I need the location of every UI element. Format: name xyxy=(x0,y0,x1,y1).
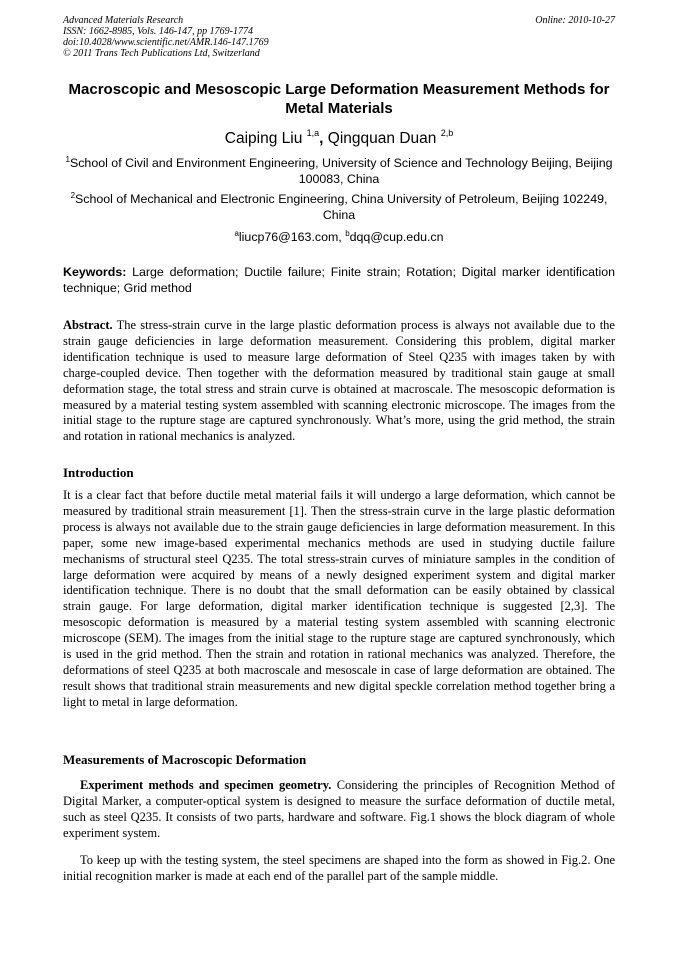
email-address: dqq@cup.edu.cn xyxy=(349,230,444,244)
keywords-text: Large deformation; Ductile failure; Finite strain; Rotation; Digital marker identification technique; Grid method xyxy=(63,265,616,295)
journal-header xyxy=(63,15,615,59)
section-heading: Introduction xyxy=(63,465,134,480)
affiliation xyxy=(63,155,615,187)
issn-line: ISSN: 1662-8985, Vols. 146-147, pp 1769-1774 xyxy=(63,26,253,37)
author-line xyxy=(63,129,615,149)
author-separator: , xyxy=(319,130,328,147)
experiment-paragraph xyxy=(63,778,615,842)
email-address: liucp76@163.com xyxy=(238,230,339,244)
paper-title: Macroscopic and Mesoscopic Large Deformation Measurement Methods for Metal Materials xyxy=(68,81,610,117)
author-name: Qingquan Duan xyxy=(327,130,437,147)
abstract-text: The stress-strain curve in the large plastic deformation process is always not available due to the strain gauge deficiencies in large deformation measurement. Considering this problem, digital marker identification technique is used to measure large deformation of Steel Q235 with images taken by with charge-coupled device. Then together with the deformation measured by traditional stain gauge at small deformation stage, the total stress and strain curve is obtained at macroscale. The mesoscopic deformation is measured by a material testing system assembled with scanning electronic microscope. The images from the initial stage to the rupture stage are captured synchronously. What’s more, using the grid method, the strain and rotation in rational mechanics is analyzed. xyxy=(63,318,615,444)
doi-line: doi:10.4028/www.scientific.net/AMR.146-147.1769 xyxy=(63,37,269,48)
affiliation-text: School of Civil and Environment Engineering, University of Science and Technology Beijing, Beijing 100083, China xyxy=(69,156,613,186)
author-mark: 1,a xyxy=(306,128,320,138)
email-line xyxy=(63,229,615,245)
journal-name: Advanced Materials Research xyxy=(63,15,184,26)
email-mark: b xyxy=(345,229,350,238)
affiliation-text: School of Mechanical and Electronic Engineering, China University of Petroleum, Beijing 102249, China xyxy=(75,192,608,222)
section-heading: Measurements of Macroscopic Deformation xyxy=(63,752,307,767)
affiliation xyxy=(63,191,615,223)
abstract xyxy=(63,318,615,445)
author-mark: 2,b xyxy=(440,128,454,138)
affiliation-mark: 2 xyxy=(70,191,76,200)
experiment-text: Considering the principles of Recognition Method of Digital Marker, a computer-optical system is designed to measure the surface deformation of ductile metal, such as steel Q235. It consists of two parts, hardware and software. Fig.1 shows the block diagram of whole experiment system. xyxy=(63,778,616,840)
affiliation-mark: 1 xyxy=(65,155,70,164)
keywords-label: Keywords: xyxy=(63,265,127,279)
subsection-label: Experiment methods and specimen geometry. xyxy=(80,778,332,792)
email-separator: , xyxy=(338,230,346,244)
specimen-paragraph: To keep up with the testing system, the steel specimens are shaped into the form as showed in Fig.2. One initial recognition marker is made at each end of the parallel part of the sample middle. xyxy=(63,853,615,883)
copyright-line: © 2011 Trans Tech Publications Ltd, Switzerland xyxy=(63,48,260,59)
keywords xyxy=(63,264,615,296)
introduction-paragraph: It is a clear fact that before ductile metal material fails it will undergo a large deformation, which cannot be measured by traditional strain measurement [1]. Then the stress-strain curve in the large plastic deformation process is always not available due to the strain gauge deficiencies in large deformation measurement. In this paper, some new image-based experimental mechanics methods are used in studying ductile failure mechanisms of structural steel Q235. The total stress-strain curves of miniature samples in the condition of large deformation were acquired by means of a newly designed experiment system and digital marker identification technique. There is no doubt that the small deformation can be easily obtained by classical strain gauge. For large deformation, digital marker identification technique is suggested [2,3]. The mesoscopic deformation is measured by a material testing system assembled with scanning electronic microscope (SEM). The images from the initial stage to the rupture stage are captured synchronously, which is used in the grid method. Then the strain and rotation in rational mechanics was analyzed. Therefore, the deformations of steel Q235 at both macroscale and mesoscale in case of large deformation are obtained. The result shows that traditional strain measurements and new digital speckle correlation method together bring a light to metal in large deformation. xyxy=(63,488,615,709)
email-mark: a xyxy=(234,229,239,238)
abstract-label: Abstract. xyxy=(63,318,113,332)
author-name: Caiping Liu xyxy=(224,130,303,147)
online-date: Online: 2010-10-27 xyxy=(535,15,615,26)
